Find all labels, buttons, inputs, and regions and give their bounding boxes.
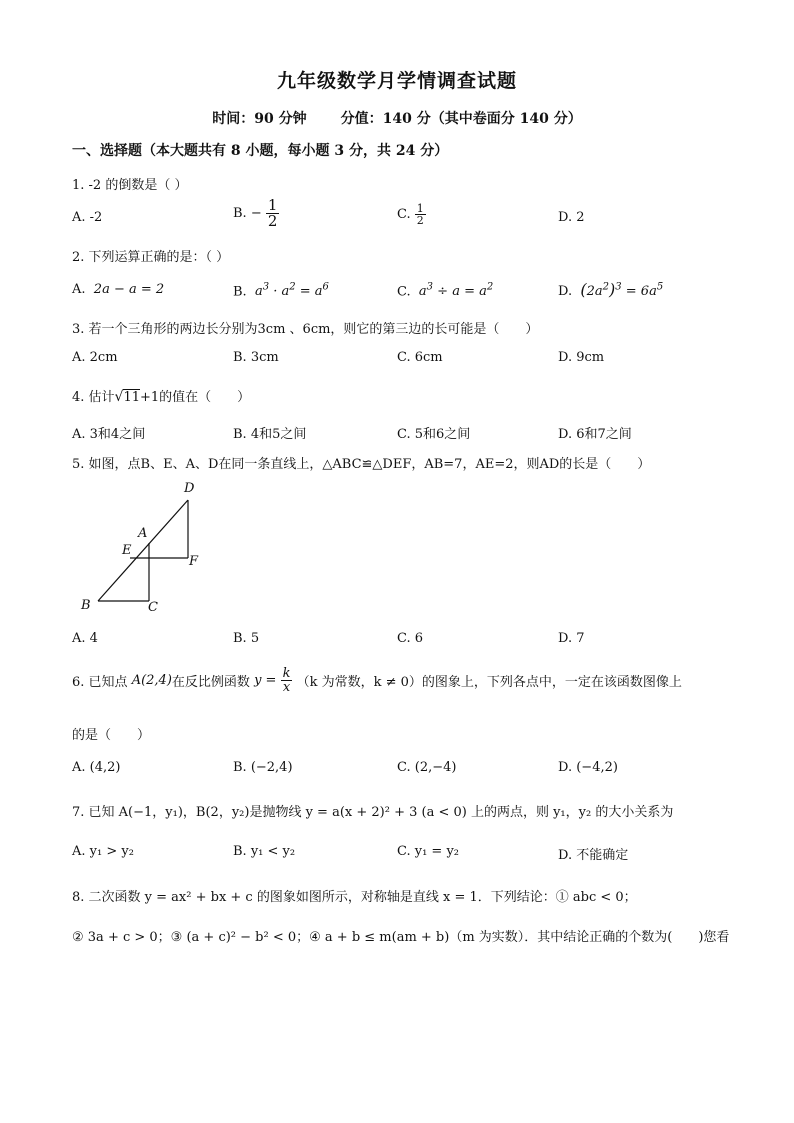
q1-option-c: C. $\frac{1}{2}$ — [397, 202, 424, 227]
section-heading: 一、选择题（本大题共有 8 小题，每小题 3 分，共 24 分） — [72, 143, 449, 159]
q7-option-a: A. y₁ > y₂ — [72, 844, 134, 859]
question-6-stem-line2: 的是（ ） — [72, 728, 151, 743]
question-2-stem: 2. 下列运算正确的是：（ ） — [72, 250, 230, 265]
q4-option-d: D. 6和7之间 — [558, 427, 632, 442]
q3-option-d: D. 9cm — [558, 350, 605, 365]
page-title: 九年级数学月学情调查试题 — [276, 70, 517, 92]
q1-option-d: D. 2 — [558, 210, 585, 225]
q6-option-b: B. (−2,4) — [233, 760, 293, 775]
exam-score: 分值：140 分（其中卷面分 140 分） — [340, 111, 582, 127]
q3-option-c: C. 6cm — [397, 350, 443, 365]
question-5-stem: 5. 如图，点B、E、A、D在同一条直线上，△ABC≌△DEF，AB=7，AE=2，则AD的长是（ ） — [72, 457, 651, 472]
q6-option-c: C. (2,−4) — [397, 760, 457, 775]
label-b: B — [81, 598, 91, 613]
q2-option-b: B. $a^3 \cdot a^2 = a^6$ — [233, 282, 329, 300]
q7-option-d: D. 不能确定 — [558, 848, 629, 863]
question-8-line-2: ② 3a + c > 0；③ (a + c)² − b² < 0；④ a + b ≤ m(am + b)（m 为实数）．其中结论正确的个数为( )您看 — [72, 930, 730, 945]
q6-option-a: A. (4,2) — [72, 760, 121, 775]
q4-option-a: A. 3和4之间 — [72, 427, 146, 442]
q5-option-b: B. 5 — [233, 631, 260, 646]
q1-option-a: A. -2 — [72, 210, 103, 225]
exam-time: 时间：90 分钟 — [212, 111, 307, 127]
q3-option-a: A. 2cm — [72, 350, 118, 365]
label-a: A — [138, 526, 148, 541]
q5-option-a: A. 4 — [72, 631, 98, 646]
q5-option-c: C. 6 — [397, 631, 424, 646]
question-8-line-1: 8. 二次函数 y = ax² + bx + c 的图象如图所示，对称轴是直线 x = 1．下列结论：① abc < 0； — [72, 890, 637, 905]
q2-option-c: C. $a^3 \div a = a^2$ — [397, 282, 494, 300]
label-f: F — [189, 554, 199, 569]
q1-option-b: B. − $\frac{1}{2}$ — [233, 196, 278, 230]
q2-option-a: A. 2a − a = 2 — [72, 282, 165, 297]
q7-option-b: B. y₁ < y₂ — [233, 844, 296, 859]
label-d: D — [184, 481, 195, 496]
question-6-stem: 6. 已知点 A(2,4)在反比例函数 y = $\frac{k}{x}$ （k 为常数，k ≠ 0）的图象上，下列各点中，一定在该函数图像上 — [72, 666, 682, 695]
q2-option-d: D. $(2a^2)^3 = 6a^5$ — [558, 280, 664, 299]
question-7-stem: 7. 已知 A(−1，y₁)，B(2，y₂)是抛物线 y = a(x + 2)² + 3 (a < 0) 上的两点，则 y₁，y₂ 的大小关系为 — [72, 805, 674, 820]
q4-option-b: B. 4和5之间 — [233, 427, 307, 442]
q3-option-b: B. 3cm — [233, 350, 279, 365]
label-e: E — [122, 543, 132, 558]
question-1-stem: 1. -2 的倒数是（ ） — [72, 178, 188, 193]
q4-option-c: C. 5和6之间 — [397, 427, 471, 442]
exam-info — [0, 108, 794, 128]
q6-option-d: D. (−4,2) — [558, 760, 618, 775]
label-c: C — [148, 600, 158, 615]
q7-option-c: C. y₁ = y₂ — [397, 844, 460, 859]
question-3-stem: 3. 若一个三角形的两边长分别为3cm 、6cm，则它的第三边的长可能是（ ） — [72, 322, 539, 337]
triangle-figure — [72, 478, 212, 618]
q5-option-d: D. 7 — [558, 631, 585, 646]
question-4-stem: 4. 估计√11+1的值在（ ） — [72, 389, 251, 405]
